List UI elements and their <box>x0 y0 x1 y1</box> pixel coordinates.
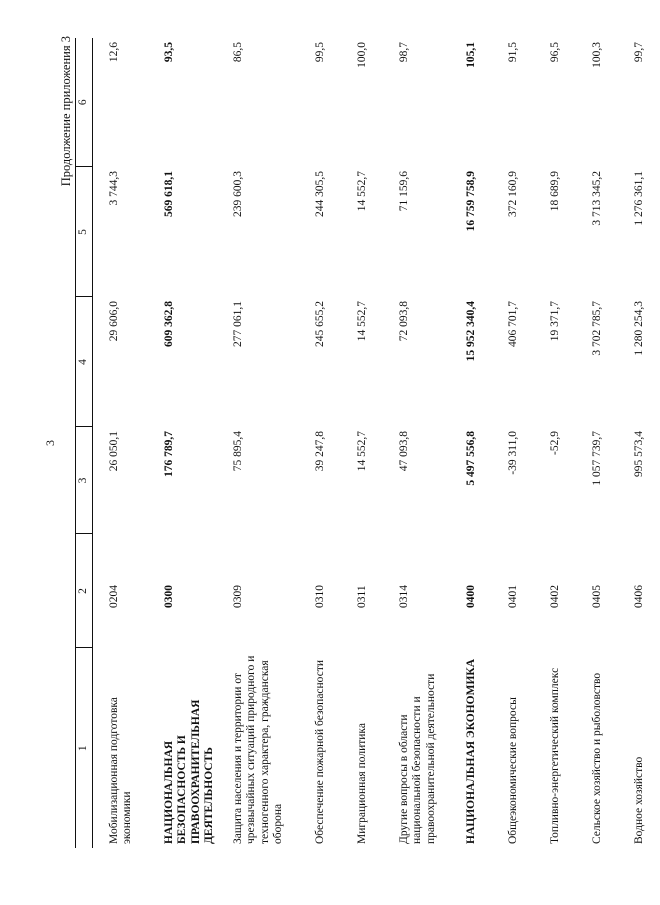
row-value-col5: 3 713 345,2 <box>590 171 603 226</box>
page-number: 3 <box>43 440 57 446</box>
row-value-col6: 98,7 <box>397 42 410 63</box>
budget-table <box>75 38 660 848</box>
column-header-5: 5 <box>76 167 93 297</box>
row-value-col4: 15 952 340,4 <box>464 301 477 362</box>
row-code: 0406 <box>632 585 645 608</box>
row-code: 0400 <box>464 585 477 608</box>
table-row <box>341 38 383 848</box>
row-value-col4: 1 280 254,3 <box>632 301 645 356</box>
row-value-col6: 99,5 <box>313 42 326 63</box>
row-value-col4: 14 552,7 <box>355 301 368 342</box>
row-code: 0204 <box>108 585 120 608</box>
row-name: Защита населения и территории от чрезвычайных ситуаций природного и техногенного характера, гражданская оборона <box>231 655 285 844</box>
row-value-col4: 19 371,7 <box>548 301 561 342</box>
row-value-col4: 406 701,7 <box>506 301 519 347</box>
row-value-col6: 100,3 <box>590 42 603 68</box>
row-value-col5: 3 744,3 <box>108 171 120 206</box>
appendix-continuation-note: Продолжение приложения 3 <box>59 36 73 187</box>
row-name: НАЦИОНАЛЬНАЯ БЕЗОПАСНОСТЬ И ПРАВООХРАНИТЕЛЬНАЯ ДЕЯТЕЛЬНОСТЬ <box>163 699 216 844</box>
row-value-col4: 277 061,1 <box>231 301 244 347</box>
table-row <box>492 38 534 848</box>
row-code: 0405 <box>590 585 603 608</box>
row-name: Топливно-энергетический комплекс <box>548 667 561 844</box>
table-row <box>534 38 576 848</box>
table-row <box>217 38 299 848</box>
row-value-col3: 39 247,8 <box>313 431 326 472</box>
row-value-col5: 569 618,1 <box>163 171 175 217</box>
row-value-col5: 14 552,7 <box>355 171 368 212</box>
row-name: Обеспечение пожарной безопасности <box>313 659 326 844</box>
row-value-col3: 1 057 739,7 <box>590 431 603 486</box>
table-row <box>299 38 341 848</box>
row-value-col5: 71 159,6 <box>397 171 410 212</box>
table-row <box>148 38 217 848</box>
column-header-3: 3 <box>76 427 93 534</box>
row-code: 0311 <box>355 585 368 608</box>
row-value-col4: 72 093,8 <box>397 301 410 342</box>
row-value-col6: 100,0 <box>355 42 368 68</box>
row-value-col6: 96,5 <box>548 42 561 63</box>
row-code: 0401 <box>506 585 519 608</box>
column-header-4: 4 <box>76 297 93 427</box>
row-name: Общеэкономические вопросы <box>506 697 519 844</box>
row-value-col4: 3 702 785,7 <box>590 301 603 356</box>
table-row <box>383 38 450 848</box>
row-name: Мобилизационная подготовка экономики <box>108 697 134 844</box>
row-code: 0310 <box>313 585 326 608</box>
row-value-col5: 372 160,9 <box>506 171 519 217</box>
row-code: 0402 <box>548 585 561 608</box>
row-name: Водное хозяйство <box>632 756 645 844</box>
row-value-col6: 99,7 <box>632 42 645 63</box>
row-value-col5: 244 305,5 <box>313 171 326 217</box>
row-value-col5: 1 276 361,1 <box>632 171 645 226</box>
column-header-6: 6 <box>76 38 93 167</box>
rotated-page-content <box>59 36 645 848</box>
row-value-col5: 239 600,3 <box>231 171 244 217</box>
row-value-col3: 47 093,8 <box>397 431 410 472</box>
row-name: НАЦИОНАЛЬНАЯ ЭКОНОМИКА <box>464 658 477 844</box>
table-row <box>618 38 660 848</box>
row-value-col3: 5 497 556,8 <box>464 431 477 486</box>
row-name: Миграционная политика <box>355 723 368 844</box>
row-value-col6: 105,1 <box>464 42 477 68</box>
row-value-col4: 245 655,2 <box>313 301 326 347</box>
row-code: 0314 <box>397 585 410 608</box>
row-value-col3: 75 895,4 <box>231 431 244 472</box>
row-value-col6: 93,5 <box>163 42 175 63</box>
row-value-col3: -52,9 <box>548 431 561 455</box>
row-value-col5: 18 689,9 <box>548 171 561 212</box>
row-value-col6: 86,5 <box>231 42 244 63</box>
column-header-1: 1 <box>76 648 93 848</box>
table-row <box>93 38 149 848</box>
row-code: 0309 <box>231 585 244 608</box>
row-value-col6: 91,5 <box>506 42 519 63</box>
table-row <box>576 38 618 848</box>
row-value-col3: 26 050,1 <box>108 431 120 472</box>
row-value-col6: 12,6 <box>108 42 120 63</box>
column-header-2: 2 <box>76 534 93 648</box>
row-name: Другие вопросы в области национальной безопасности и правоохранительной деятельности <box>397 673 437 844</box>
table-header-row <box>76 38 93 848</box>
row-name: Сельское хозяйство и рыболовство <box>590 672 603 844</box>
row-value-col5: 16 759 758,9 <box>464 171 477 232</box>
row-value-col3: -39 311,0 <box>506 431 519 475</box>
row-value-col4: 609 362,8 <box>163 301 175 347</box>
row-value-col3: 995 573,4 <box>632 431 645 477</box>
row-value-col4: 29 606,0 <box>108 301 120 342</box>
row-value-col3: 14 552,7 <box>355 431 368 472</box>
row-code: 0300 <box>163 585 175 608</box>
table-row <box>450 38 492 848</box>
row-value-col3: 176 789,7 <box>163 431 175 477</box>
